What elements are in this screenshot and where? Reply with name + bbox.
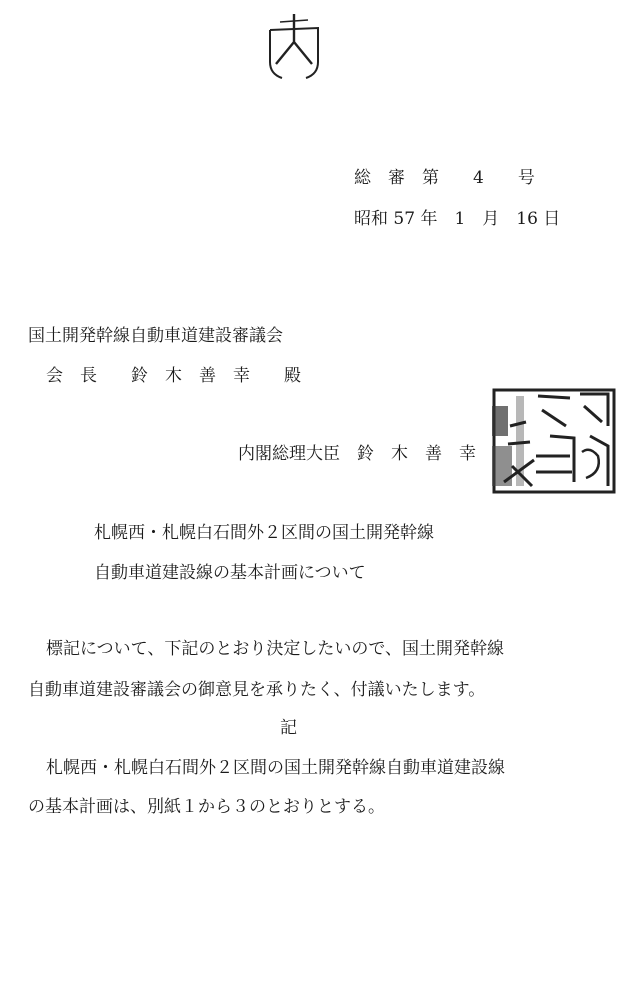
ki-heading: 記: [280, 718, 297, 738]
body-paragraph-1-line-1: 標記について、下記のとおり決定したいので、国土開発幹線: [46, 639, 504, 659]
recipient-organization: 国土開発幹線自動車道建設審議会: [28, 326, 283, 346]
body-paragraph-2-line-2: の基本計画は、別紙１から３のとおりとする。: [28, 797, 385, 817]
official-seal: [490, 386, 618, 496]
document-number: 総 審 第 4 号: [354, 168, 535, 188]
document-date: 昭和 57 年 1 月 16 日: [354, 209, 561, 229]
subject-line-1: 札幌西・札幌白石間外２区間の国土開発幹線: [94, 523, 434, 543]
body-paragraph-1-line-2: 自動車道建設審議会の御意見を承りたく、付議いたします。: [28, 680, 486, 700]
header-stamp-mark: [260, 12, 330, 82]
subject-line-2: 自動車道建設線の基本計画について: [94, 563, 366, 583]
recipient-name: 会 長 鈴 木 善 幸 殿: [46, 366, 301, 386]
body-paragraph-2-line-1: 札幌西・札幌白石間外２区間の国土開発幹線自動車道建設線: [46, 758, 505, 778]
sender-name: 内閣総理大臣 鈴 木 善 幸: [238, 444, 476, 464]
